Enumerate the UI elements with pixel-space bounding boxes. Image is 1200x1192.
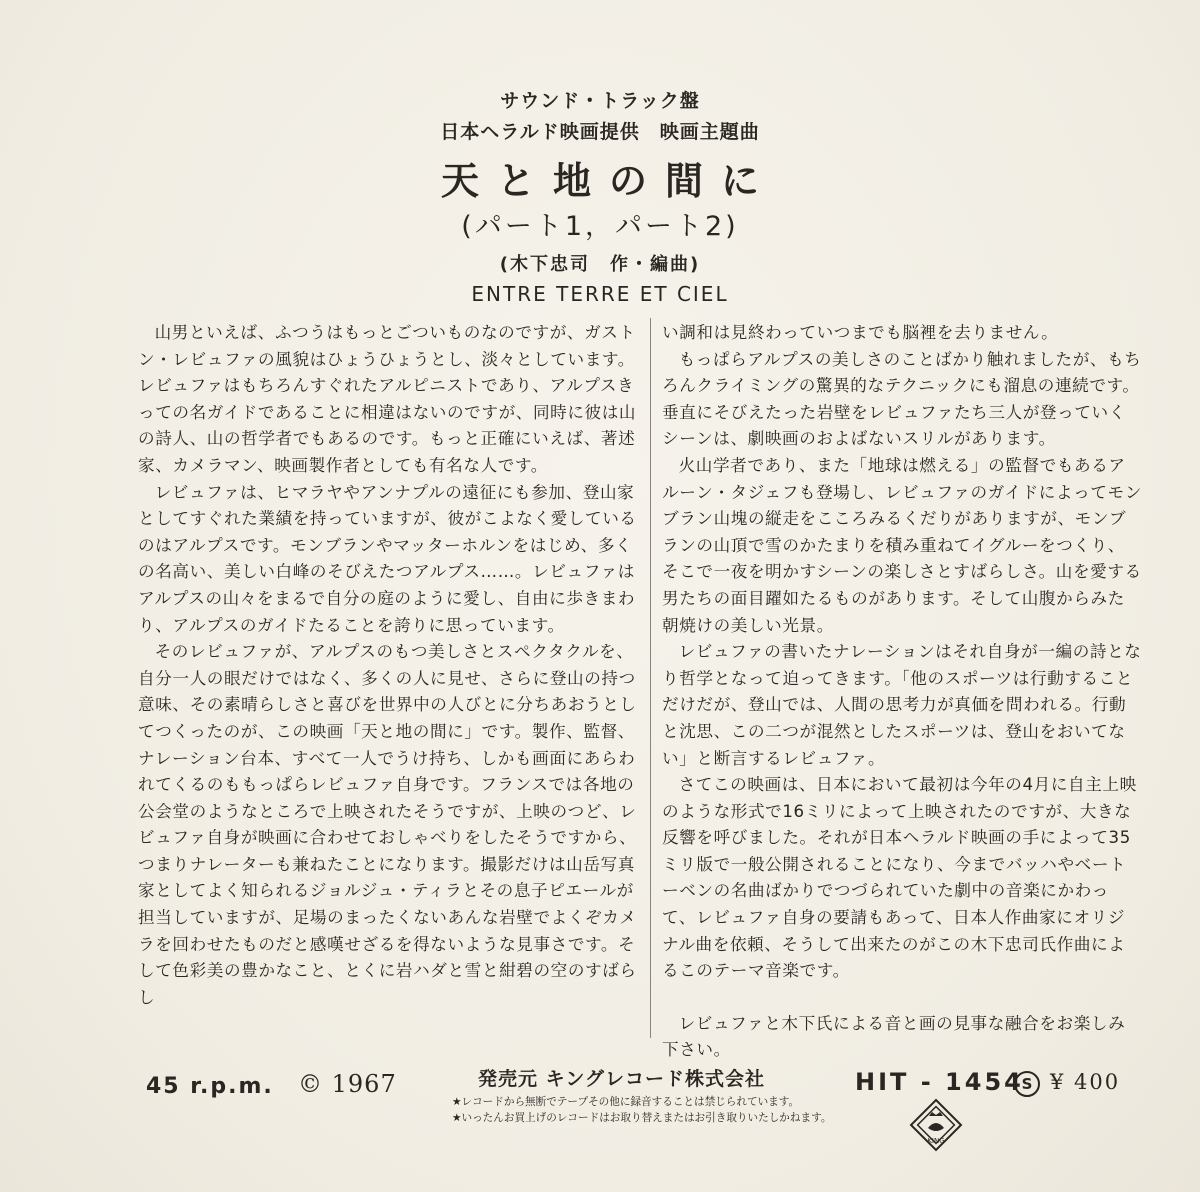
liner-paragraph: 山男といえば、ふつうはもっとごついものなのですが、ガストン・レビュファの風貌はひょうひょうとし、淡々としています。レビュファはもちろんすぐれたアルピニストであり、アルプスきっての名ガイドであることに相違はないのですが、同時に彼は山の詩人、山の哲学者でもあるのです。もっと正確にいえば、著述家、カメラマン、映画製作者としても有名な人です。	[138, 323, 637, 475]
liner-notes-right-column	[662, 320, 1142, 1064]
distributor-name: 発売元 キングレコード株式会社	[478, 1068, 766, 1090]
liner-paragraph: 火山学者であり、また「地球は燃える」の監督でもあるアルーン・タジェフも登場し、レビュファのガイドによってモンブラン山塊の縦走をこころみるくだりがありますが、モンブランの山頂で雪のかたまりを積み重ねてイグルーをつくり、そこで一夜を明かすシーンの楽しさとすばらしさ。山を愛する男たちの面目躍如たるものがあります。そして山腹からみた朝焼けの美しい光景。	[662, 455, 1142, 635]
liner-paragraph: さてこの映画は、日本において最初は今年の4月に自主上映のような形式で16ミリによって上映されたのですが、大きな反響を呼びました。それが日本ヘラルド映画の手によって35ミリ版で一般公開されることになり、今までバッハやベートーベンの名曲ばかりでつづられていた劇中の音楽にかわって、レビュファ自身の要請もあって、日本人作曲家にオリジナル曲を依頼、そうして出来たのがこの木下忠司氏作曲によるこのテーマ音楽です。	[662, 775, 1137, 981]
liner-paragraph: もっぱらアルプスの美しさのことばかり触れましたが、もちろんクライミングの驚異的なテクニックにも溜息の連続です。垂直にそびえたった岩壁をレビュファたち三人が登っていくシーンは、劇映画のおよばないスリルがあります。	[662, 349, 1142, 449]
return-policy-note: ★いったんお買上げのレコードはお取り替えまたはお引き取りいたしかねます。	[452, 1112, 832, 1124]
composer-credit: (木下忠司 作・編曲)	[499, 254, 701, 275]
price-label: ¥ 400	[1050, 1070, 1121, 1094]
column-divider	[650, 318, 651, 1038]
copyright-year: © 1967	[298, 1070, 397, 1098]
parts-subtitle: (パート1，パート2)	[461, 211, 739, 242]
closing-paragraph: レビュファと木下氏による音と画の見事な融合をお楽しみ下さい。	[662, 1013, 1126, 1060]
liner-paragraph: レビュファの書いたナレーションはそれ自身が一編の詩となり哲学となって迫ってきます。「他のスポーツは行動することだけだが、登山では、人間の思考力が真価を問われる。行動と沈思、この二つが混然としたスポーツは、登山をおいてない」と断言するレビュファ。	[662, 642, 1142, 768]
presenter-line: 日本ヘラルド映画提供 映画主題曲	[440, 121, 760, 143]
paragraph-gap	[662, 985, 1142, 1011]
page-title: 天と地の間に	[440, 159, 777, 203]
playback-speed: 45 r.p.m.	[146, 1074, 274, 1099]
liner-paragraph: レビュファは、ヒマラヤやアンナプルの遠征にも参加、登山家としてすぐれた業績を持っていますが、彼がこよなく愛しているのはアルプスです。モンブランやマッターホルンをはじめ、多くの名高い、美しい白峰のそびえたつアルプス……。レビュファはアルプスの山々をまるで自分の庭のように愛し、自由に歩きまわり、アルプスのガイドたることを誇りに思っています。	[138, 482, 637, 635]
liner-paragraph-continued: い調和は見終わっていつまでも脳裡を去りません。	[662, 323, 1059, 342]
king-records-logo-icon	[909, 1098, 963, 1152]
liner-notes-left-column	[138, 320, 638, 1011]
liner-paragraph: そのレビュファが、アルプスのもつ美しさとスペクタクルを、自分一人の眼だけではなく、多くの人に見せ、さらに登山の持つ意味、その素晴らしさと喜びを世界中の人びとに分ちあおうとしてつくったのが、この映画「天と地の間に」です。製作、監督、ナレーション台本、すべて一人でうけ持ち、しかも画面にあらわれてくるのももっぱらレビュファ自身です。フランスでは各地の公会堂のようなところで上映されたそうですが、上映のつど、レビュファ自身が映画に合わせておしゃべりをしたそうですから、つまりナレーターも兼ねたことになります。撮影だけは山岳写真家としてよく知られるジョルジュ・ティラとその息子ピエールが担当していますが、足場のまったくないあんな岩壁でよくぞカメラを回わせたものだと感嘆せざるを得ないような見事さです。そして色彩美の豊かなこと、とくに岩ハダと雪と紺碧の空のすばらし	[138, 642, 637, 1007]
copy-warning-note: ★レコードから無断でテープその他に録音することは禁じられています。	[452, 1096, 800, 1108]
catalog-number: HIT - 1454	[855, 1068, 1024, 1096]
logo-text: KING	[927, 1137, 945, 1145]
sleeve-footer	[0, 1060, 1200, 1180]
release-type-label: サウンド・トラック盤	[500, 90, 700, 112]
stereo-mark-icon: S	[1014, 1071, 1040, 1097]
french-title: ENTRE TERRE ET CIEL	[471, 282, 729, 306]
